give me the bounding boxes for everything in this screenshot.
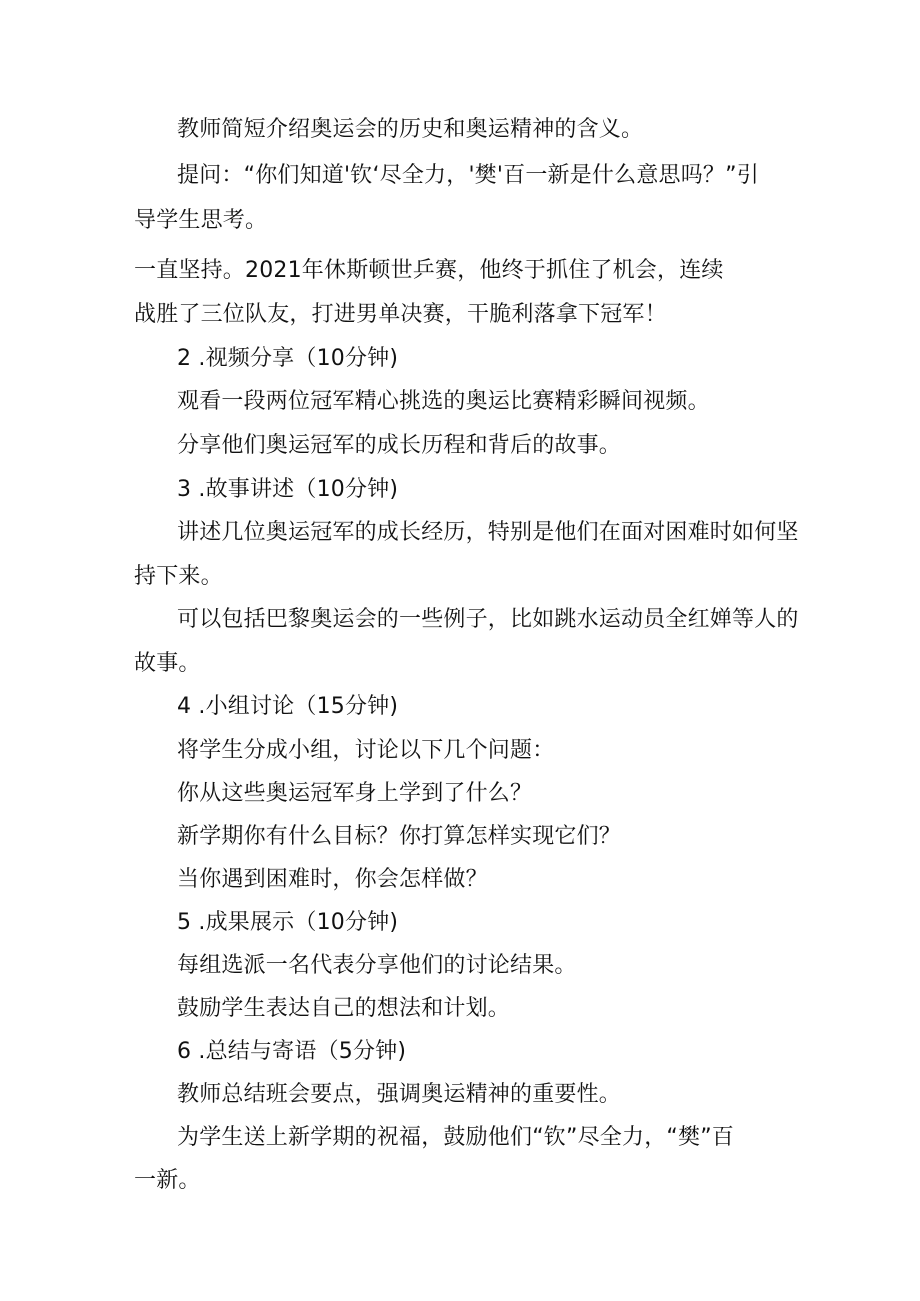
results-line-2: 鼓励学生表达自己的想法和计划。 (177, 996, 511, 1021)
question-line-cont: 导学生思考。 (134, 208, 268, 233)
summary-line-2-cont: 一新。 (134, 1168, 201, 1193)
section-heading-story: 3 .故事讲述（10分钟) (177, 477, 399, 502)
summary-line-1: 教师总结班会要点，强调奥运精神的重要性。 (177, 1082, 622, 1107)
story-telling-line-cont: 持下来。 (134, 564, 223, 589)
section-heading-video: 2 .视频分享（10分钟) (177, 346, 399, 371)
discussion-intro: 将学生分成小组，讨论以下几个问题： (177, 738, 555, 763)
section-heading-discussion: 4 .小组讨论（15分钟) (177, 694, 399, 719)
intro-line: 教师简短介绍奥运会的历史和奥运精神的含义。 (177, 117, 644, 142)
section-heading-summary: 6 .总结与寄语（5分钟) (177, 1039, 407, 1064)
story-line-cont: 战胜了三位队友，打进男单决赛，干脆利落拿下冠军！ (134, 302, 667, 327)
section-heading-results: 5 .成果展示（10分钟) (177, 910, 399, 935)
question-line: 提问：“你们知道'钦‘尽全力，'樊'百一新是什么意思吗？”引 (177, 163, 759, 188)
discussion-question-3: 当你遇到困难时，你会怎样做？ (177, 867, 488, 892)
example-line-cont: 故事。 (134, 651, 201, 676)
story-telling-line: 讲述几位奥运冠军的成长经历，特别是他们在面对困难时如何坚 (177, 520, 799, 545)
summary-line-2: 为学生送上新学期的祝福，鼓励他们“钦”尽全力，“樊”百 (177, 1125, 734, 1150)
discussion-question-2: 新学期你有什么目标？你打算怎样实现它们？ (177, 824, 622, 849)
example-line: 可以包括巴黎奥运会的一些例子，比如跳水运动员全红婵等人的 (177, 607, 799, 632)
results-line-1: 每组选派一名代表分享他们的讨论结果。 (177, 953, 577, 978)
video-line-1: 观看一段两位冠军精心挑选的奥运比赛精彩瞬间视频。 (177, 389, 710, 414)
video-line-2: 分享他们奥运冠军的成长历程和背后的故事。 (177, 433, 622, 458)
story-line: 一直坚持。2021年休斯顿世乒赛，他终于抓住了机会，连续 (134, 258, 724, 283)
discussion-question-1: 你从这些奥运冠军身上学到了什么？ (177, 781, 533, 806)
